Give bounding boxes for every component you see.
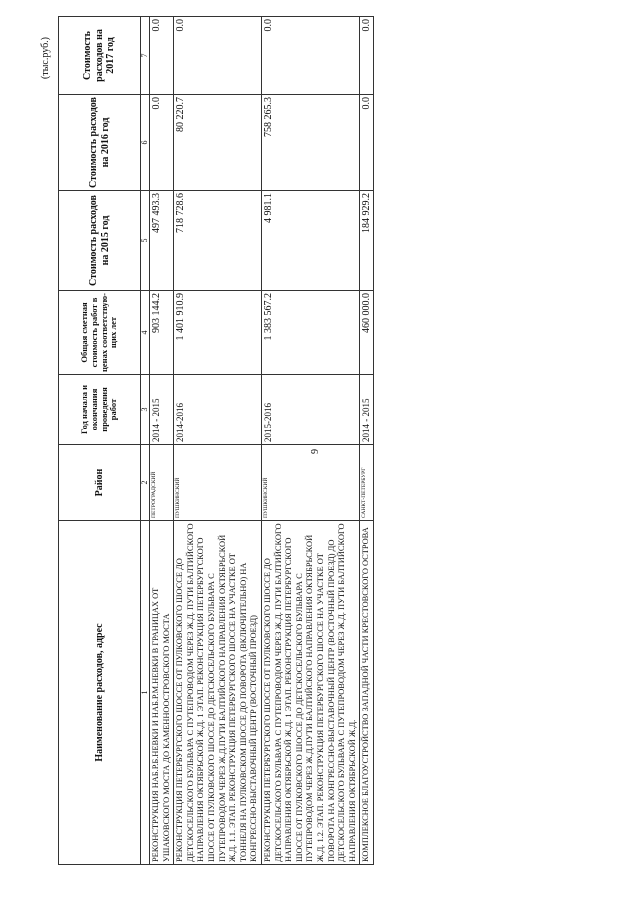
row-total: 1 401 910.9 (174, 291, 262, 375)
column-numbers-row (141, 17, 150, 865)
col-number: 5 (141, 191, 150, 291)
col-number: 7 (141, 17, 150, 95)
col-number: 3 (141, 375, 150, 445)
row-total: 460 000.0 (360, 291, 374, 375)
row-total: 1 383 567.2 (261, 291, 359, 375)
table-row (150, 17, 174, 865)
row-2015: 497 493.3 (150, 191, 174, 291)
row-2015: 4 981.1 (261, 191, 359, 291)
col-header-period: Год начала и окончания проведения работ (59, 375, 141, 445)
unit-label: (тыс.руб.) (40, 36, 51, 79)
table-row (174, 17, 262, 865)
row-2016: 0.0 (150, 95, 174, 191)
expenses-table (58, 16, 374, 865)
row-period: 2014-2016 (174, 375, 262, 445)
col-number: 4 (141, 291, 150, 375)
col-number: 1 (141, 521, 150, 865)
col-number: 2 (141, 445, 150, 521)
row-2017: 0.0 (261, 17, 359, 95)
row-2017: 0.0 (360, 17, 374, 95)
row-period: 2014 - 2015 (150, 375, 174, 445)
row-period: 2014 - 2015 (360, 375, 374, 445)
row-district: ПЕТРОГРАДСКИЙ (150, 445, 174, 521)
page-number: 9 (310, 449, 321, 454)
table-row (261, 17, 359, 865)
row-district: САНКТ-ПЕТЕРБУРГ (360, 445, 374, 521)
row-2015: 184 929.2 (360, 191, 374, 291)
col-header-district: Район (59, 445, 141, 521)
row-2017: 0.0 (174, 17, 262, 95)
row-name: РЕКОНСТРУКЦИЯ НАБ.Р.Б.НЕВКИ И НАБ.Р.М.НЕВКИ В ГРАНИЦАХ ОТ УШАКОВСКОГО МОСТА ДО КАМЕННООСТРОВСКОГО МОСТА (150, 521, 174, 865)
col-header-2015: Стоимость расходов на 2015 год (59, 191, 141, 291)
row-2017: 0.0 (150, 17, 174, 95)
col-number: 6 (141, 95, 150, 191)
row-name: КОМПЛЕКСНОЕ БЛАГОУСТРОЙСТВО ЗАПАДНОЙ ЧАСТИ КРЕСТОВСКОГО ОСТРОВА (360, 521, 374, 865)
row-2016: 758 265.3 (261, 95, 359, 191)
col-header-2017: Стоимость расходов на 2017 год (59, 17, 141, 95)
row-total: 903 144.2 (150, 291, 174, 375)
row-2016: 0.0 (360, 95, 374, 191)
row-name: РЕКОНСТРУКЦИЯ ПЕТЕРБУРГСКОГО ШОССЕ ОТ ПУЛКОВСКОГО ШОССЕ ДО ДЕТСКОСЕЛЬСКОГО БУЛЬВАРА С ПУТЕПРОВОДОМ ЧЕРЕЗ Ж.Д. ПУТИ БАЛТИЙСКОГО НАПРАВЛЕНИЯ ОКТЯБРЬСКОЙ Ж.Д. 1 ЭТАП. РЕКОНСТРУКЦИЯ ПЕТЕРБУРГСКОГО ШОССЕ ОТ ПУЛКОВСКОГО ШОССЕ ДО ДЕТСКОСЕЛЬСКОГО БУЛЬВАРА С ПУТЕПРОВОДОМ ЧЕРЕЗ Ж.Д.ПУТИ БАЛТИЙСКОГО НАПРАВЛЕНИЯ ОКТЯБРЬСКОЙ Ж.Д. 1.2. ЭТАП. РЕКОНСТРУКЦИЯ ПЕТЕРБУРГСКОГО ШОССЕ НА УЧАСТКЕ ОТ ПОВОРОТА НА КОНГРЕССНО-ВЫСТАВОЧНЫЙ ЦЕНТР (ВОСТОЧНЫЙ ПРОЕЗД) ДО ДЕТСКОСЕЛЬСКОГО БУЛЬВАРА С ПУТЕПРОВОДОМ ЧЕРЕЗ Ж.Д. ПУТИ БАЛТИЙСКОГО НАПРАВЛЕНИЯ ОКТЯБРЬСКОЙ Ж.Д. (261, 521, 359, 865)
header-row (59, 17, 141, 865)
row-district: ПУШКИНСКИЙ (174, 445, 262, 521)
row-2015: 718 728.6 (174, 191, 262, 291)
row-district: ПУШКИНСКИЙ (261, 445, 359, 521)
table-row (360, 17, 374, 865)
col-header-name: Наименование расходов, адрес (59, 521, 141, 865)
col-header-2016: Стоимость расходов на 2016 год (59, 95, 141, 191)
row-2016: 80 220.7 (174, 95, 262, 191)
row-name: РЕКОНСТРУКЦИЯ ПЕТЕРБУРГСКОГО ШОССЕ ОТ ПУЛКОВСКОГО ШОССЕ ДО ДЕТСКОСЕЛЬСКОГО БУЛЬВАРА С ПУТЕПРОВОДОМ ЧЕРЕЗ Ж.Д. ПУТИ БАЛТИЙСКОГО НАПРАВЛЕНИЯ ОКТЯБРЬСКОЙ Ж.Д. 1 ЭТАП. РЕКОНСТРУКЦИЯ ПЕТЕРБУРГСКОГО ШОССЕ ОТ ПУЛКОВСКОГО ШОССЕ ДО ДЕТСКОСЕЛЬСКОГО БУЛЬВАРА С ПУТЕПРОВОДОМ ЧЕРЕЗ Ж.Д.ПУТИ БАЛТИЙСКОГО НАПРАВЛЕНИЯ ОКТЯБРЬСКОЙ Ж.Д. 1.1. ЭТАП. РЕКОНСТРУКЦИЯ ПЕТЕРБУРГСКОГО ШОССЕ НА УЧАСТКЕ ОТ ТОННЕЛЯ НА ПУЛКОВСКОМ ШОССЕ ДО ПОВОРОТА (ВКЛЮЧИТЕЛЬНО) НА КОНГРЕССНО-ВЫСТАВОЧНЫЙ ЦЕНТР (ВОСТОЧНЫЙ ПРОЕЗД) (174, 521, 262, 865)
row-period: 2015-2016 (261, 375, 359, 445)
col-header-total: Общая сметная стоимость работ в ценах соответствую-щих лет (59, 291, 141, 375)
